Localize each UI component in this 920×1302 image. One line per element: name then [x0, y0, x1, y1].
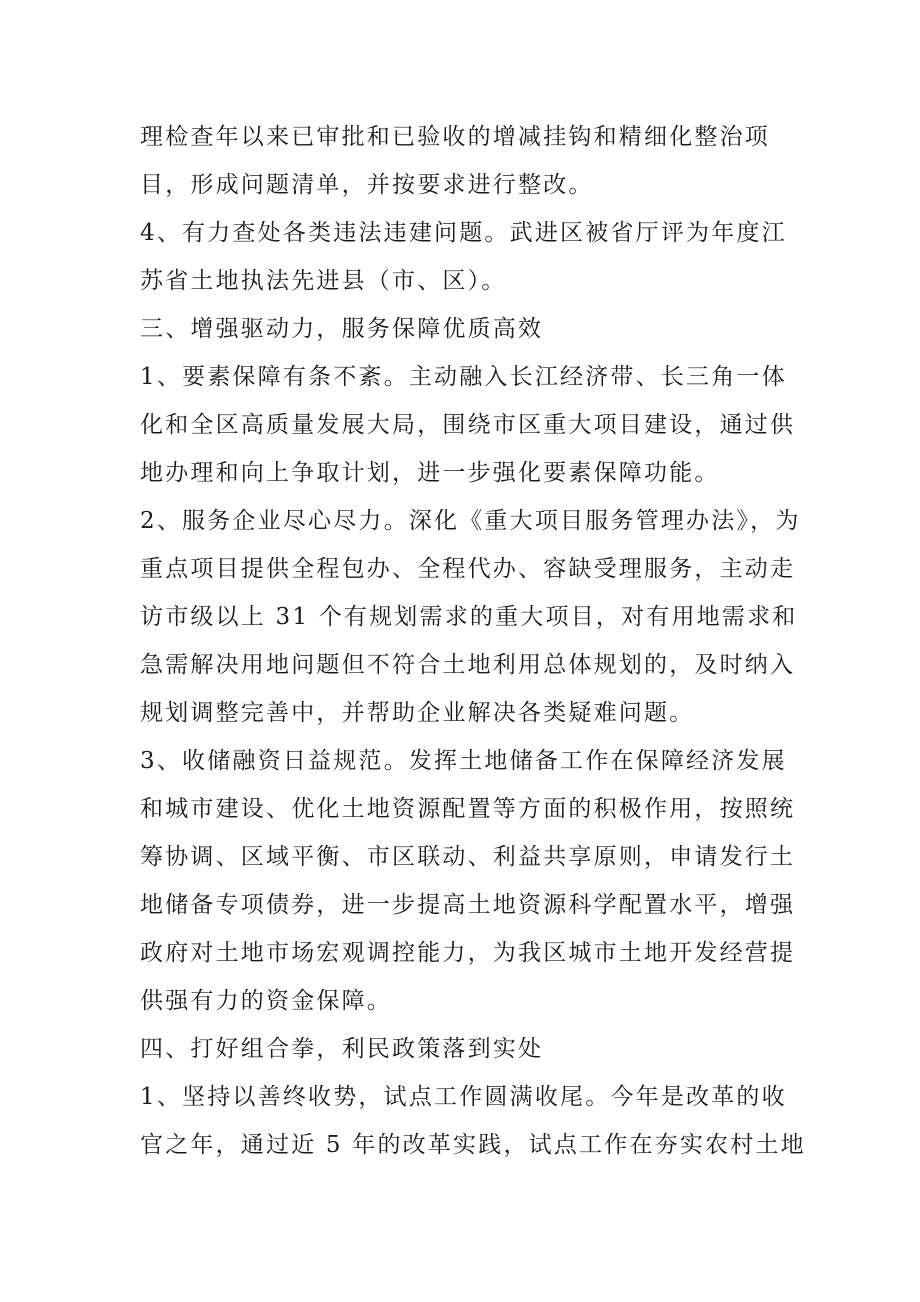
text-line: 和城市建设、优化土地资源配置等方面的积极作用，按照统	[140, 796, 796, 822]
text-line: 目，形成问题清单，并按要求进行整改。	[140, 172, 594, 198]
section-heading: 三、增强驱动力，服务保障优质高效	[140, 316, 544, 342]
document-body	[140, 113, 806, 1169]
text-line: 1、坚持以善终收势，试点工作圆满收尾。今年是改革的收	[140, 1084, 787, 1110]
text-line: 地办理和向上争取计划，进一步强化要素保障功能。	[140, 460, 720, 486]
text-line: 2、服务企业尽心尽力。深化《重大项目服务管理办法》，为	[140, 508, 801, 534]
text-line: 重点项目提供全程包办、全程代办、容缺受理服务，主动走	[140, 556, 796, 582]
text-line: 供强有力的资金保障。	[140, 988, 392, 1014]
text-line: 访市级以上 31 个有规划需求的重大项目，对有用地需求和	[140, 604, 798, 630]
text-line: 化和全区高质量发展大局，围绕市区重大项目建设，通过供	[140, 412, 796, 438]
text-line: 急需解决用地问题但不符合土地利用总体规划的，及时纳入	[140, 652, 796, 678]
text-line: 3、收储融资日益规范。发挥土地储备工作在保障经济发展	[140, 748, 787, 774]
text-line: 苏省土地执法先进县（市、区）。	[140, 268, 507, 294]
text-line: 筹协调、区域平衡、市区联动、利益共享原则，申请发行土	[140, 844, 796, 870]
text-line: 规划调整完善中，并帮助企业解决各类疑难问题。	[140, 700, 695, 726]
text-line: 1、要素保障有条不紊。主动融入长江经济带、长三角一体	[140, 364, 787, 390]
section-heading: 四、打好组合拳，利民政策落到实处	[140, 1036, 544, 1062]
text-line: 政府对土地市场宏观调控能力，为我区城市土地开发经营提	[140, 940, 796, 966]
text-line: 官之年，通过近 5 年的改革实践，试点工作在夯实农村土地	[140, 1132, 806, 1158]
text-line: 地储备专项债券，进一步提高土地资源科学配置水平，增强	[140, 892, 796, 918]
text-line: 4、有力查处各类违法违建问题。武进区被省厅评为年度江	[140, 220, 787, 246]
text-line: 理检查年以来已审批和已验收的增减挂钩和精细化整治项	[140, 124, 770, 150]
